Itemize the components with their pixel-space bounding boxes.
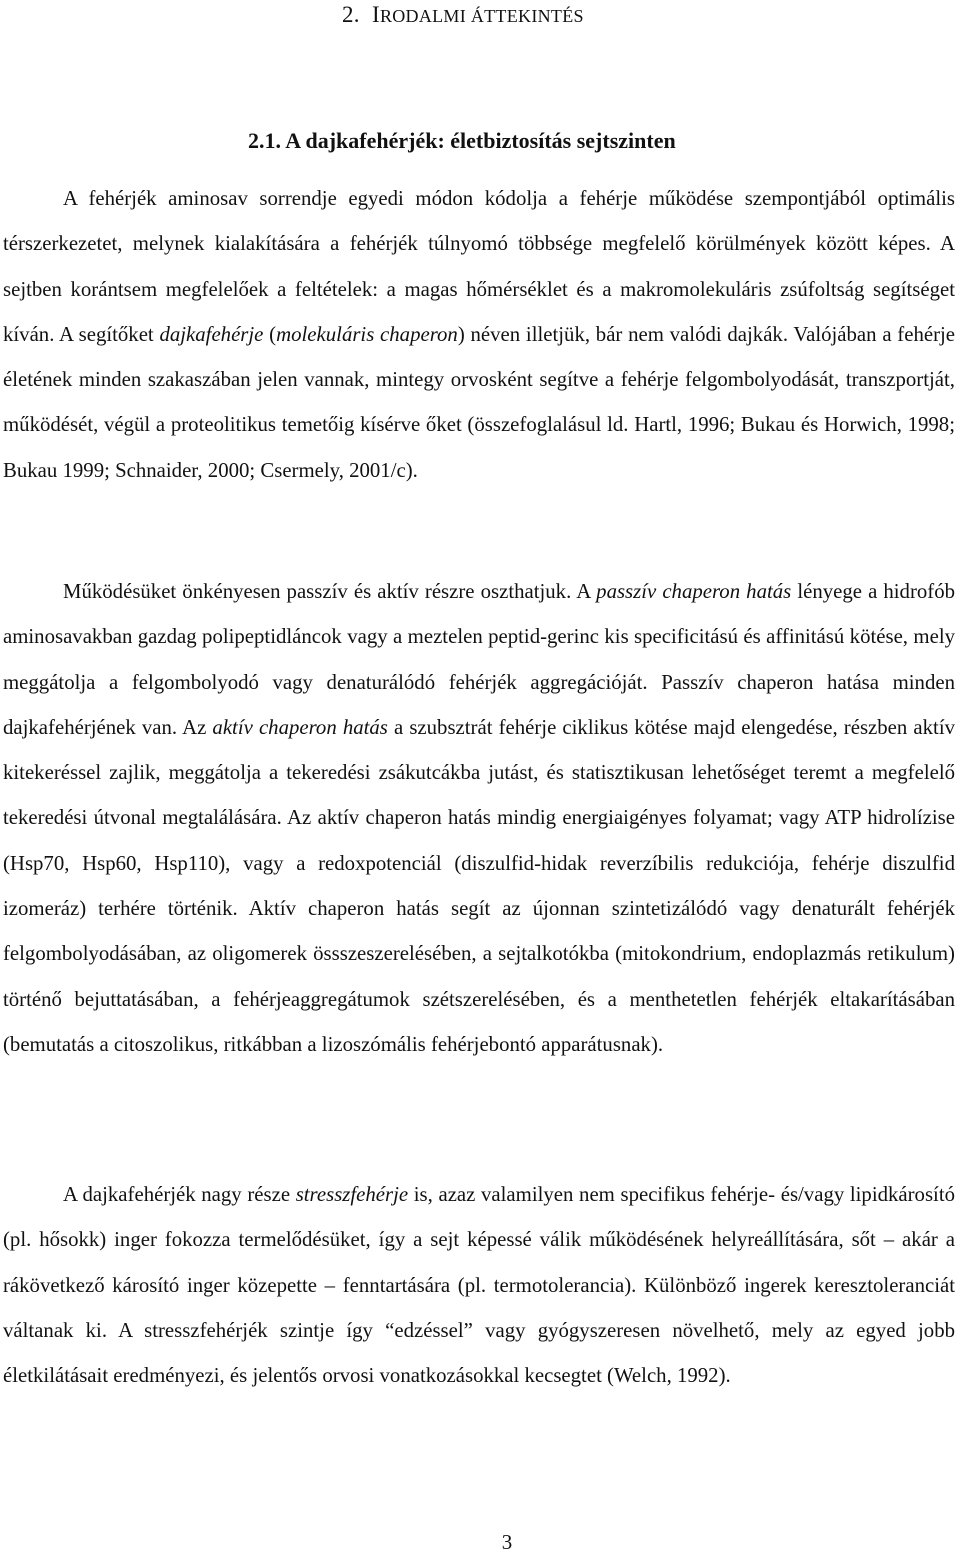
italic-term: stresszfehérje <box>295 1183 409 1206</box>
chapter-title <box>342 2 584 28</box>
page-number: 3 <box>501 1530 513 1554</box>
italic-term: passzív chaperon hatás <box>596 580 792 603</box>
italic-term: dajkafehérje <box>159 322 264 346</box>
paragraph-text: A fehérjék aminosav sorrendje egyedi módon kódolja a fehérje működése szempontjából optimális térszerkezetet, melynek kialakítására a fehérjék túlnyomó többsége megfelelő körülmények között képes. A sejtben korántsem megfelelőek a feltételek: a magas hőmérséklet és a makromolekuláris zsúfoltság segítséget kíván. A segítőket <box>3 187 955 346</box>
paragraph-text: Működésüket önkényesen passzív és aktív részre oszthatjuk. A <box>63 580 597 603</box>
paragraph-stress-proteins <box>3 1172 955 1398</box>
paragraph-text: a szubsztrát fehérje ciklikus kötése majd elengedése, részben aktív kitekeréssel zajlik, meggátolja a tekeredési zsákutcákba jutást, és statisztikusan lehetőséget teremt a megfelelő tekeredési útvonal megtalálására. Az aktív chaperon hatás mindig energiaigényes folyamat; vagy ATP hidrolízise (Hsp70, Hsp60, Hsp110), vagy a redoxpotenciál (diszulfid-hidak reverzíbilis redukciója, fehérje diszulfid izomeráz) terhére történik. Aktív chaperon hatás segít az újonnan szintetizálódó vagy denaturált fehérjék felgombolyodásában, az oligomerek össszeszerelésében, a sejtalkotókba (mitokondrium, endoplazmás retikulum) történő bejuttatásában, a fehérjeaggregátumok szétszerelésében, és a menthetetlen fehérjék eltakarításában (bemutatás a citoszolikus, ritkábban a lizoszómális fehérjebontó apparátusnak). <box>3 715 955 1056</box>
chapter-title-initial: I <box>371 2 380 27</box>
paragraph-text: is, azaz valamilyen nem specifikus fehérje- és/vagy lipidkárosító (pl. hősokk) inger fokozza termelődésüket, így a sejt képessé válik működésének helyreállítására, sőt – akár a rákövetkező károsító inger közepette – fenntartására (pl. termotolerancia). Különböző ingerek keresztoleranciát váltanak ki. A stresszfehérjék szintje így “edzéssel” vagy gyógyszeresen növelhető, mely az egyed jobb életkilátásait eredményezi, és jelentős orvosi vonatkozásokkal kecsegtet (Welch, 1992). <box>3 1183 955 1388</box>
italic-term: molekuláris chaperon <box>276 322 458 346</box>
section-title: 2.1. A dajkafehérjék: életbiztosítás sejtszinten <box>248 128 676 153</box>
paragraph-text: ) néven illetjük, bár nem valódi dajkák. Valójában a fehérje életének minden szakaszában jelen vannak, mintegy orvosként segítve a fehérje felgombolyodását, transzportját, működését, végül a proteolitikus temetőig kísérve őket (összefoglalásul ld. Hartl, 1996; Bukau és Horwich, 1998; Bukau 1999; Schnaider, 2000; Csermely, 2001/c). <box>3 322 956 482</box>
chapter-number: 2. <box>342 2 360 27</box>
paragraph-chaperon-function <box>3 569 955 1067</box>
paragraph-text: lényege a hidrofób aminosavakban gazdag polipeptidláncok vagy a meztelen peptid-gerinc kis specificitású és affinitású kötése, mely meggátolja a felgombolyodó vagy denaturálódó fehérjék aggregációját. Passzív chaperon hatása minden dajkafehérjének van. Az <box>3 580 955 739</box>
paragraph-text: A dajkafehérjék nagy része <box>63 1183 296 1206</box>
chapter-title-rest: RODALMI ÁTTEKINTÉS <box>379 6 584 26</box>
paragraph-text: ( <box>263 322 277 346</box>
paragraph-intro <box>3 176 955 493</box>
italic-term: aktív chaperon hatás <box>212 715 388 739</box>
